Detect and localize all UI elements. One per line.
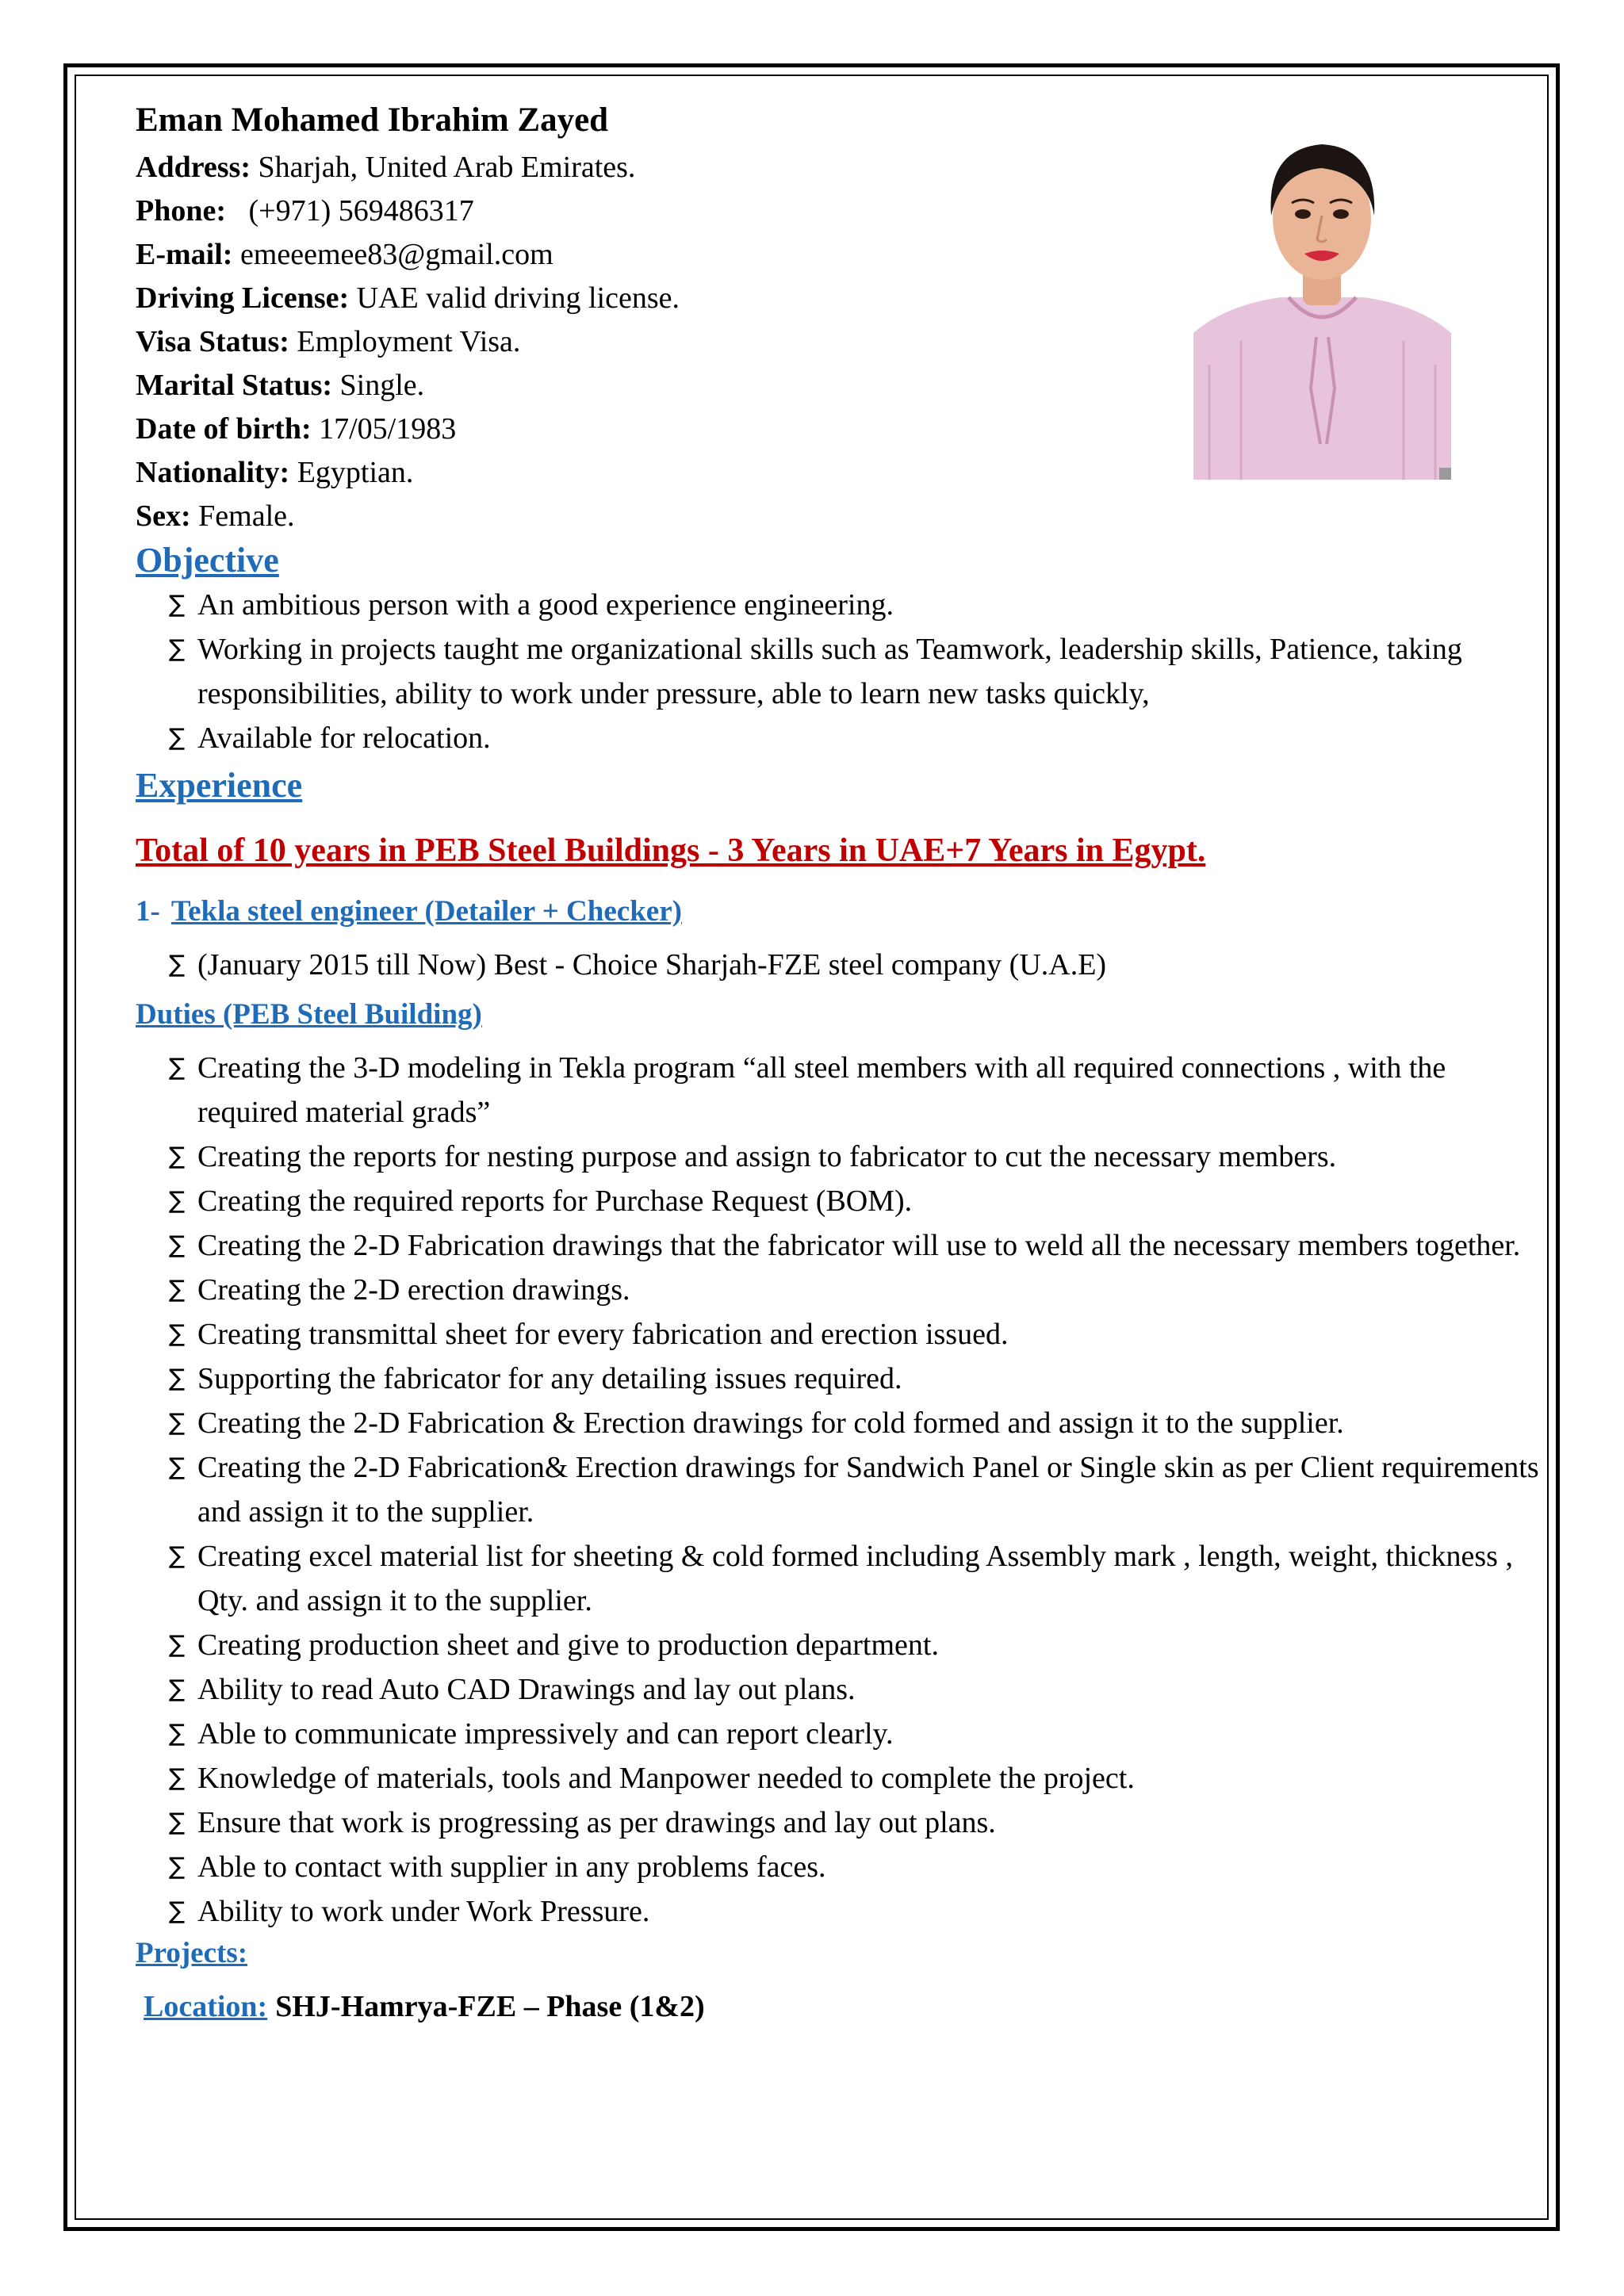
bullet-icon: ∑ xyxy=(169,591,186,618)
list-item: ∑ Creating the 3-D modeling in Tekla program “all steel members with all required connections , with the required material grads” xyxy=(136,1046,1539,1135)
bullet-icon: ∑ xyxy=(169,724,186,752)
field-address: Address: Sharjah, United Arab Emirates. xyxy=(136,151,636,184)
bullet-icon: ∑ xyxy=(169,1675,186,1703)
bullet-icon: ∑ xyxy=(169,1409,186,1437)
objective-heading: Objective xyxy=(136,541,279,580)
project-location: Location: SHJ-Hamrya-FZE – Phase (1&2) xyxy=(144,1990,705,2023)
list-item: ∑ Creating excel material list for sheeting & cold formed including Assembly mark , length, weight, thickness , Qty. and assign it to the supplier. xyxy=(136,1534,1539,1623)
list-item: ∑ Knowledge of materials, tools and Manpower needed to complete the project. xyxy=(136,1756,1539,1800)
list-item: ∑ Ability to work under Work Pressure. xyxy=(136,1889,1539,1934)
bullet-icon: ∑ xyxy=(169,1142,186,1170)
list-item: ∑ Creating the 2-D Fabrication & Erection drawings for cold formed and assign it to the supplier. xyxy=(136,1401,1539,1445)
duties-list xyxy=(136,1046,1539,1934)
field-sex: Sex: Female. xyxy=(136,499,295,533)
list-item: ∑ Ensure that work is progressing as per drawings and lay out plans. xyxy=(136,1800,1539,1845)
job-period: ∑ (January 2015 till Now) Best - Choice Sharjah-FZE steel company (U.A.E) xyxy=(136,943,1539,987)
field-date-of-birth: Date of birth: 17/05/1983 xyxy=(136,412,457,446)
bullet-icon: ∑ xyxy=(169,635,186,663)
list-item: ∑ Creating the 2-D erection drawings. xyxy=(136,1268,1539,1312)
bullet-icon: ∑ xyxy=(169,1631,186,1659)
bullet-icon: ∑ xyxy=(169,1453,186,1481)
experience-total: Total of 10 years in PEB Steel Buildings - 3 Years in UAE+7 Years in Egypt. xyxy=(136,832,1206,869)
list-item: ∑ Creating production sheet and give to production department. xyxy=(136,1623,1539,1667)
bullet-icon: ∑ xyxy=(169,1364,186,1392)
bullet-icon: ∑ xyxy=(169,1764,186,1792)
field-nationality: Nationality: Egyptian. xyxy=(136,456,414,489)
list-item: ∑ Ability to read Auto CAD Drawings and lay out plans. xyxy=(136,1667,1539,1712)
bullet-icon: ∑ xyxy=(169,1231,186,1259)
bullet-icon: ∑ xyxy=(169,1320,186,1348)
list-item: ∑ Creating the reports for nesting purpose and assign to fabricator to cut the necessary members. xyxy=(136,1135,1539,1179)
field-email: E-mail: emeeemee83@gmail.com xyxy=(136,238,553,271)
list-item: ∑ Able to communicate impressively and can report clearly. xyxy=(136,1712,1539,1756)
experience-heading: Experience xyxy=(136,766,303,805)
list-item: ∑ Available for relocation. xyxy=(136,716,1539,760)
bullet-icon: ∑ xyxy=(169,1542,186,1570)
list-item: ∑ Working in projects taught me organizational skills such as Teamwork, leadership skills, Patience, taking responsibilities, ability to work under pressure, able to learn new tasks quickly, xyxy=(136,627,1539,716)
field-driving-license: Driving License: UAE valid driving license. xyxy=(136,281,680,315)
list-item: ∑ Creating the 2-D Fabrication& Erection drawings for Sandwich Panel or Single skin as per Client requirements and assign it to the supplier. xyxy=(136,1445,1539,1534)
projects-heading: Projects: xyxy=(136,1937,248,1969)
list-item: ∑ Creating the required reports for Purchase Request (BOM). xyxy=(136,1179,1539,1223)
candidate-name: Eman Mohamed Ibrahim Zayed xyxy=(136,101,609,139)
job-title-line: 1- Tekla steel engineer (Detailer + Checker) xyxy=(136,895,682,928)
bullet-icon: ∑ xyxy=(169,951,186,978)
field-visa-status: Visa Status: Employment Visa. xyxy=(136,325,521,358)
field-marital-status: Marital Status: Single. xyxy=(136,369,425,402)
bullet-icon: ∑ xyxy=(169,1897,186,1925)
field-phone: Phone: (+971) 569486317 xyxy=(136,194,474,228)
bullet-icon: ∑ xyxy=(169,1276,186,1303)
bullet-icon: ∑ xyxy=(169,1720,186,1747)
personal-details xyxy=(136,146,1539,538)
bullet-icon: ∑ xyxy=(169,1054,186,1081)
job-title: Tekla steel engineer (Detailer + Checker) xyxy=(170,895,682,928)
bullet-icon: ∑ xyxy=(169,1808,186,1836)
list-item: ∑ Creating transmittal sheet for every fabrication and erection issued. xyxy=(136,1312,1539,1357)
bullet-icon: ∑ xyxy=(169,1853,186,1881)
bullet-icon: ∑ xyxy=(169,1187,186,1215)
list-item: ∑ Creating the 2-D Fabrication drawings that the fabricator will use to weld all the necessary members together. xyxy=(136,1223,1539,1268)
list-item: ∑ Able to contact with supplier in any problems faces. xyxy=(136,1845,1539,1889)
objective-list xyxy=(136,583,1539,760)
duties-heading: Duties (PEB Steel Building) xyxy=(136,998,482,1031)
list-item: ∑ Supporting the fabricator for any detailing issues required. xyxy=(136,1357,1539,1401)
list-item: ∑ An ambitious person with a good experience engineering. xyxy=(136,583,1539,627)
resume-content xyxy=(136,95,1539,2029)
